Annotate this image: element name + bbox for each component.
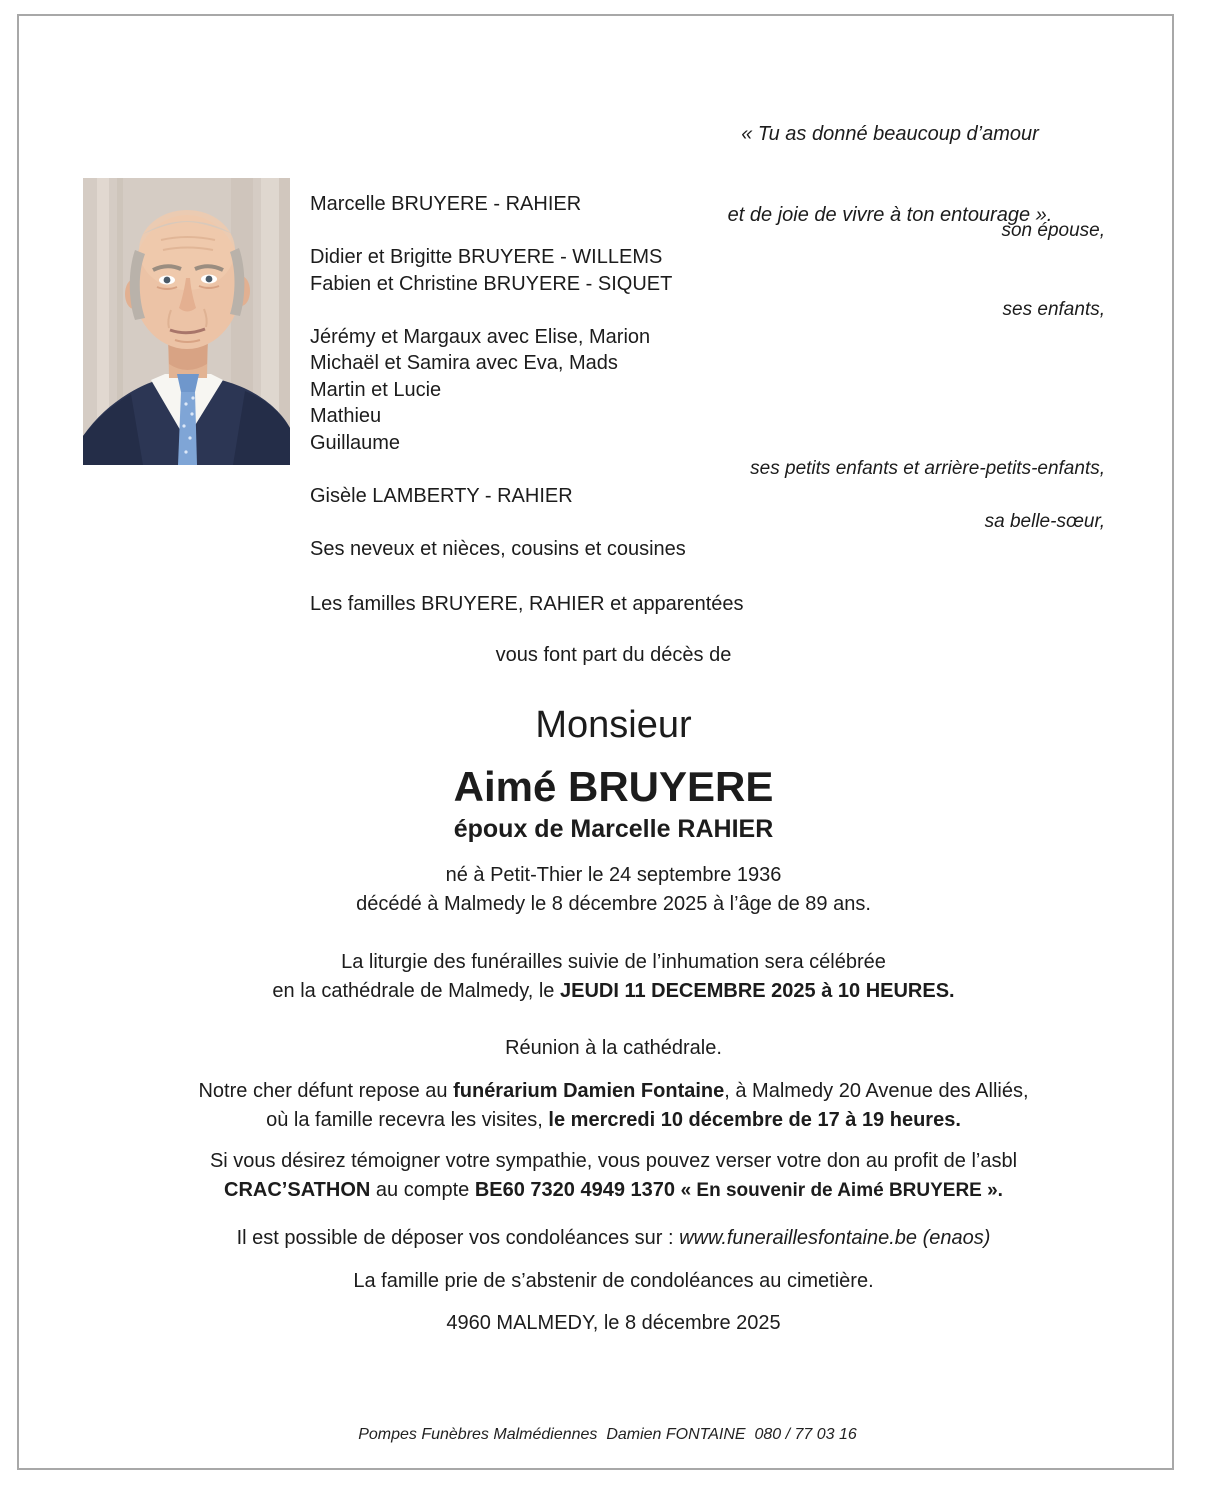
quote-line-2: et de joie de vivre à ton entourage ». [727,204,1053,226]
repose-normal-2: , à Malmedy 20 Avenue des Alliés, [724,1080,1029,1102]
birth-line: né à Petit-Thier le 24 septembre 1936 [445,864,782,886]
sister-in-law-name: Gisèle LAMBERTY - RAHIER [310,484,573,507]
repose-line-2 [12,1106,1215,1135]
deceased-subtitle: époux de Marcelle RAHIER [453,815,774,843]
condolences-normal: Il est possible de déposer vos condoléances sur : [236,1227,680,1249]
place-date-line: 4960 MALMEDY, le 8 décembre 2025 [446,1312,781,1334]
birth-death-block [12,861,1215,919]
spouse-role: son épouse, [1001,219,1105,241]
sister-in-law-role: sa belle-sœur, [984,511,1105,532]
funeral-home-footer: Pompes Funèbres Malmédiennes Damien FONTAINE 080 / 77 03 16 [358,1426,857,1443]
condolences-line [12,1224,1215,1253]
donation-normal: au compte [370,1179,475,1201]
donation-reference: « En souvenir de Aimé BRUYERE ». [680,1180,1003,1201]
children-role: ses enfants, [1002,299,1105,320]
visits-normal: où la famille recevra les visites, [266,1109,549,1131]
families-line: Les familles BRUYERE, RAHIER et apparentées [310,593,744,615]
deceased-name: Aimé BRUYERE [453,763,774,810]
spouse-name: Marcelle BRUYERE - RAHIER [310,193,582,215]
announcement-body [12,641,1215,1338]
condolences-website: www.funeraillesfontaine.be (enaos) [679,1227,991,1249]
grandchild-line-4: Mathieu [310,405,382,427]
bank-account-number: BE60 7320 4949 1370 [474,1179,681,1201]
repose-block [12,1077,1215,1135]
grandchild-line-1: Jérémy et Margaux avec Elise, Marion [310,325,651,348]
liturgy-block [12,948,1215,1006]
donation-block [12,1147,1215,1205]
visits-bold: le mercredi 10 décembre de 17 à 19 heures. [548,1109,961,1131]
liturgy-line-2-normal: en la cathédrale de Malmedy, le [272,980,560,1002]
meeting-line: Réunion à la cathédrale. [505,1037,722,1059]
grandchildren-role: ses petits enfants et arrière-petits-enfants, [750,458,1105,479]
relatives-line: Ses neveux et nièces, cousins et cousines [310,537,686,560]
donation-line-1: Si vous désirez témoigner votre sympathie, vous pouvez verser votre don au profit de l’asbl [209,1150,1018,1172]
deceased-title: Monsieur [535,704,692,746]
grandchild-line-5: Guillaume [310,431,401,454]
liturgy-line-2-bold: JEUDI 11 DECEMBRE 2025 à 10 HEURES. [559,980,955,1002]
announcement-intro: vous font part du décès de [495,644,732,666]
child-name-1: Didier et Brigitte BRUYERE - WILLEMS [310,246,663,268]
liturgy-line-1: La liturgie des funérailles suivie de l’inhumation sera célébrée [341,951,886,973]
cemetery-line: La famille prie de s’abstenir de condoléances au cimetière. [353,1270,874,1292]
repose-line-1 [12,1077,1215,1106]
funeral-home-name: funérarium Damien Fontaine [453,1080,725,1102]
grandchild-line-2: Michaël et Samira avec Eva, Mads [310,352,618,374]
portrait-photo [83,178,290,465]
donation-line-2 [12,1176,1215,1205]
family-list [310,191,1105,618]
death-line: décédé à Malmedy le 8 décembre 2025 à l’âge de 89 ans. [356,893,871,915]
liturgy-line-2 [12,977,1215,1006]
repose-normal-1: Notre cher défunt repose au [198,1080,454,1102]
grandchild-line-3: Martin et Lucie [310,378,442,401]
child-name-2: Fabien et Christine BRUYERE - SIQUET [310,272,673,295]
charity-name: CRAC’SATHON [224,1179,371,1201]
portrait-illustration [83,178,290,465]
quote-line-1: « Tu as donné beaucoup d’amour [741,123,1039,145]
